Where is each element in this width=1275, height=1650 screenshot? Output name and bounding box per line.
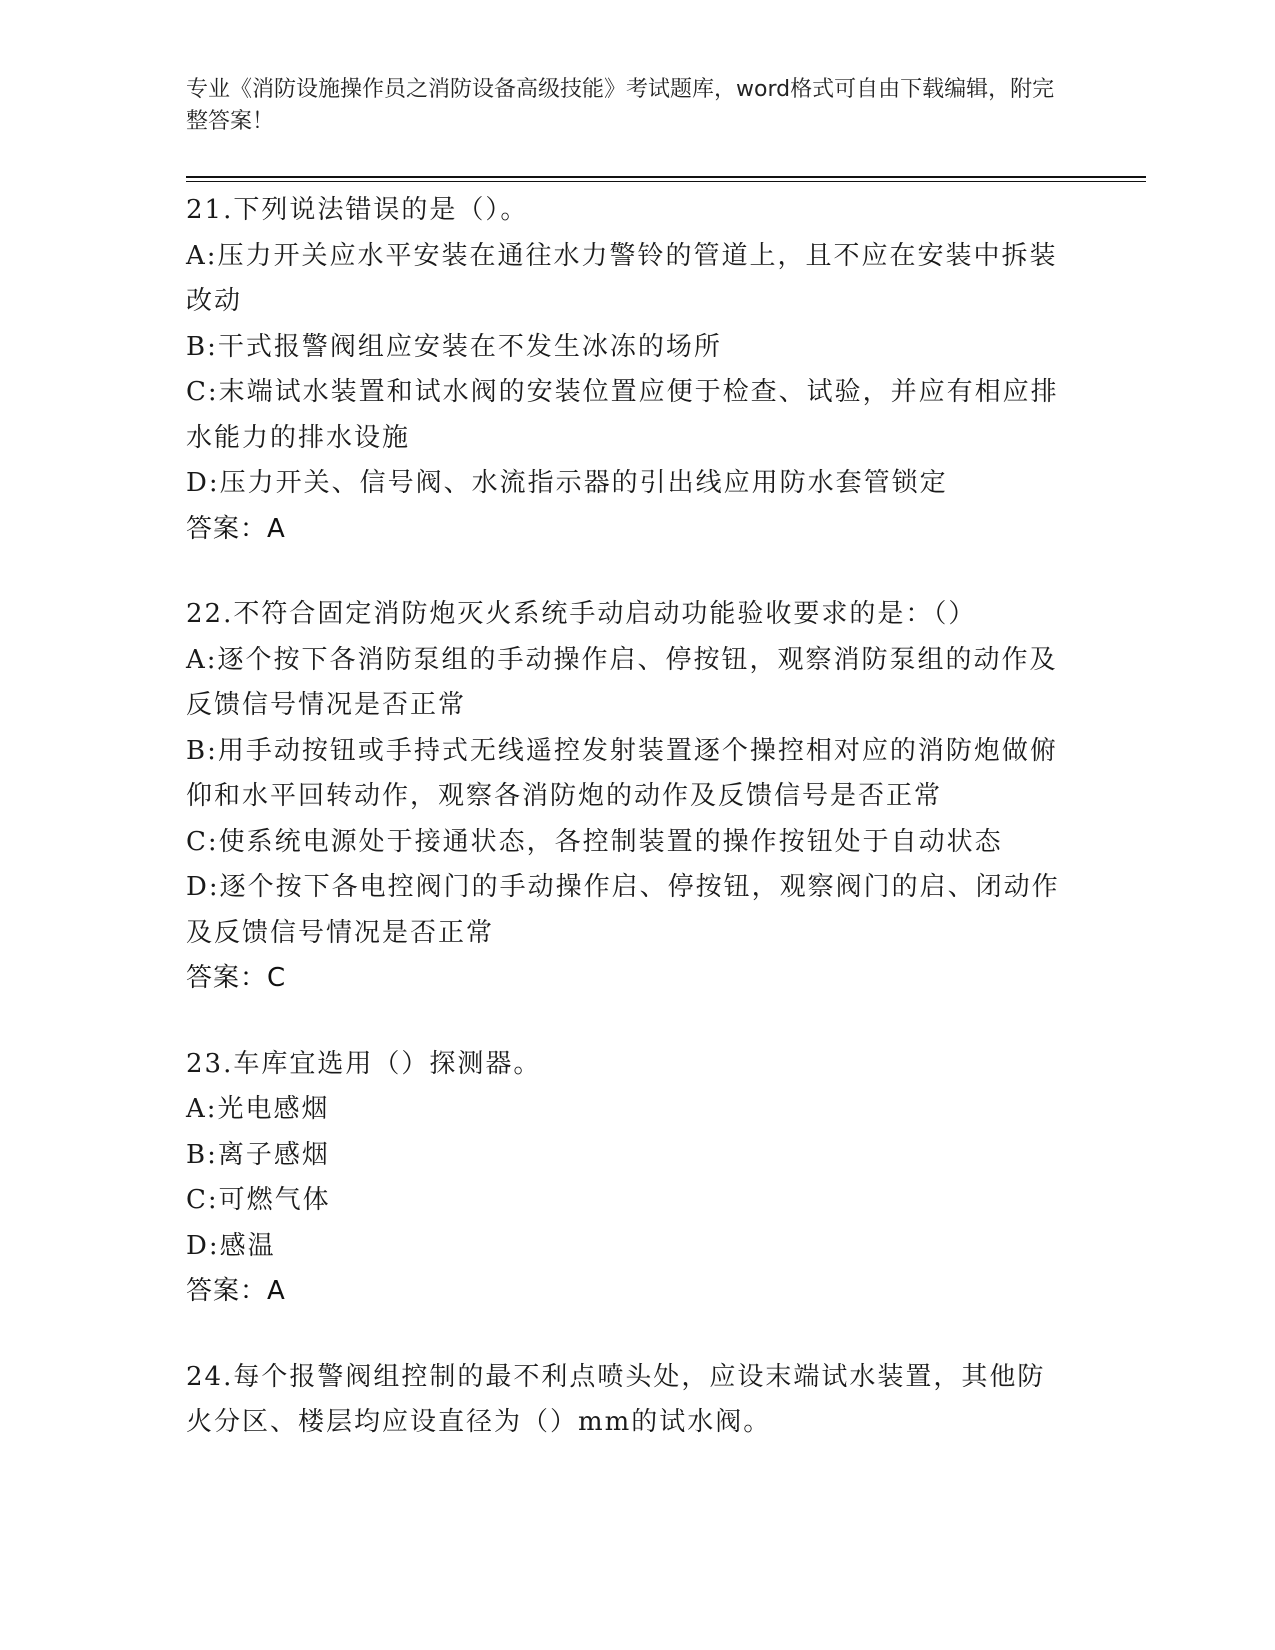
question-stem: 21.下列说法错误的是（）。 xyxy=(186,195,529,225)
option-a: A:逐个按下各消防泵组的手动操作启、停按钮，观察消防泵组的动作及反馈信号情况是否正常 xyxy=(186,644,1058,720)
page-header: 专业《消防设施操作员之消防设备高级技能》考试题库，word格式可自由下载编辑，附完整答案！ xyxy=(186,77,1055,134)
question-list xyxy=(186,188,1066,1446)
option-d: D:感温 xyxy=(186,1230,276,1261)
question-22 xyxy=(186,592,1066,1002)
option-a: A:压力开关应水平安装在通往水力警铃的管道上，且不应在安装中拆装改动 xyxy=(186,240,1058,316)
option-b: B:离子感烟 xyxy=(186,1139,330,1170)
question-spacer xyxy=(186,552,1066,592)
question-24 xyxy=(186,1355,1066,1446)
answer-label: 答案：A xyxy=(186,1276,286,1306)
question-spacer xyxy=(186,1002,1066,1042)
question-stem: 23.车库宜选用（）探测器。 xyxy=(186,1048,542,1079)
answer-label: 答案：A xyxy=(186,513,286,544)
question-spacer xyxy=(186,1315,1066,1355)
question-stem: 22.不符合固定消防炮灭火系统手动启动功能验收要求的是：（） xyxy=(186,599,977,629)
question-23 xyxy=(186,1042,1066,1315)
header-rule-thin xyxy=(186,181,1146,182)
option-a: A:光电感烟 xyxy=(186,1094,330,1124)
option-d: D:压力开关、信号阀、水流指示器的引出线应用防水套管锁定 xyxy=(186,468,948,498)
question-21 xyxy=(186,188,1066,552)
header-rule-thick xyxy=(186,176,1146,178)
option-c: C:末端试水装置和试水阀的安装位置应便于检查、试验，并应有相应排水能力的排水设施 xyxy=(186,377,1059,453)
option-c: C:可燃气体 xyxy=(186,1185,331,1215)
question-stem: 24.每个报警阀组控制的最不利点喷头处，应设末端试水装置，其他防火分区、楼层均应设直径为（）mm的试水阀。 xyxy=(186,1361,1046,1437)
option-b: B:干式报警阀组应安装在不发生冰冻的场所 xyxy=(186,331,722,362)
option-d: D:逐个按下各电控阀门的手动操作启、停按钮，观察阀门的启、闭动作及反馈信号情况是否正常 xyxy=(186,872,1060,948)
option-c: C:使系统电源处于接通状态，各控制装置的操作按钮处于自动状态 xyxy=(186,826,1003,857)
option-b: B:用手动按钮或手持式无线遥控发射装置逐个操控相对应的消防炮做俯仰和水平回转动作，观察各消防炮的动作及反馈信号是否正常 xyxy=(186,735,1058,811)
answer-label: 答案：C xyxy=(186,963,287,993)
